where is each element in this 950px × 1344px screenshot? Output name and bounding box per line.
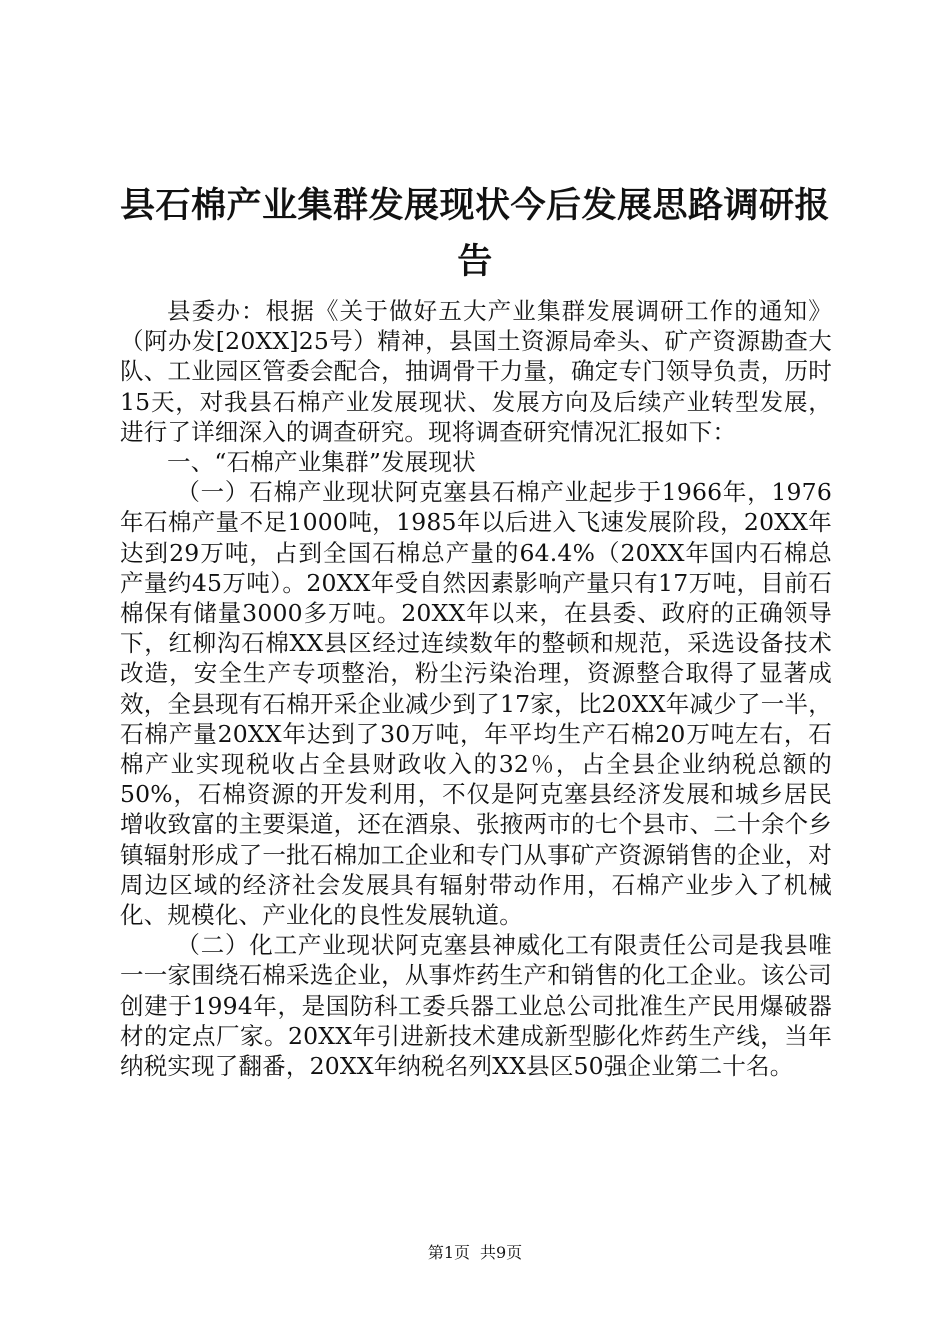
intro-paragraph: 县委办：根据《关于做好五大产业集群发展调研工作的通知》（阿办发[20XX]25号）精神，县国土资源局牵头、矿产资源勘查大队、工业园区管委会配合，抽调骨干力量，确定专门领导负责，历时15天，对我县石棉产业发展现状、发展方向及后续产业转型发展，进行了详细深入的调查研究。现将调查研究情况汇报如下： xyxy=(120,297,832,446)
chemical-industry-paragraph: （二）化工产业现状阿克塞县神威化工有限责任公司是我县唯一一家围绕石棉采选企业，从事炸药生产和销售的化工企业。该公司创建于1994年，是国防科工委兵器工业总公司批准生产民用爆破器材的定点厂家。20XX年引进新技术建成新型膨化炸药生产线，当年纳税实现了翻番，20XX年纳税名列XX县区50强企业第二十名。 xyxy=(120,931,832,1081)
page-number: 第1页 xyxy=(427,1243,470,1262)
document-title: 县石棉产业集群发展现状今后发展思路调研报告 xyxy=(120,185,831,282)
document-body xyxy=(120,296,832,1081)
section-heading: 一、“石棉产业集群”发展现状 xyxy=(167,448,476,477)
page-total: 共9页 xyxy=(480,1243,523,1262)
asbestos-industry-paragraph: （一）石棉产业现状阿克塞县石棉产业起步于1966年，1976年石棉产量不足1000吨，1985年以后进入飞速发展阶段，20XX年达到29万吨，占到全国石棉总产量的64.4%（20XX年国内石棉总产量约45万吨）。20XX年受自然因素影响产量只有17万吨，目前石棉保有储量3000多万吨。20XX年以来，在县委、政府的正确领导下，红柳沟石棉XX县区经过连续数年的整顿和规范，采选设备技术改造，安全生产专项整治，粉尘污染治理，资源整合取得了显著成效，全县现有石棉开采企业减少到了17家，比20XX年减少了一半，石棉产量20XX年达到了30万吨，年平均生产石棉20万吨左右，石棉产业实现税收占全县财政收入的32％，占全县企业纳税总额的50%，石棉资源的开发利用，不仅是阿克塞县经济发展和城乡居民增收致富的主要渠道，还在酒泉、张掖两市的七个县市、二十余个乡镇辐射形成了一批石棉加工企业和专门从事矿产资源销售的企业，对周边区域的经济社会发展具有辐射带动作用，石棉产业步入了机械化、规模化、产业化的良性发展轨道。 xyxy=(120,478,832,930)
page-footer xyxy=(0,1242,950,1264)
